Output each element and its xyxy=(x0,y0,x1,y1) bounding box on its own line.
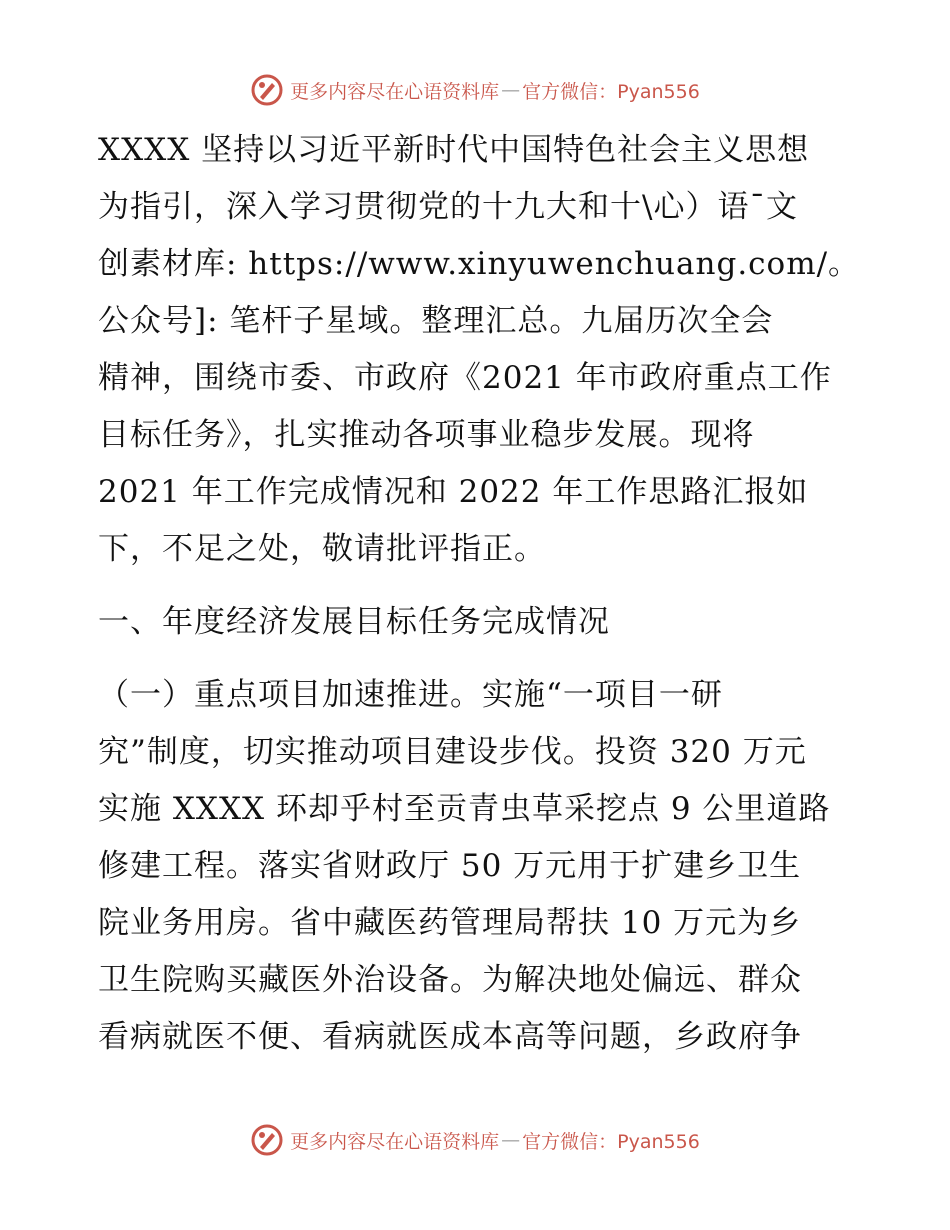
watermark-footer xyxy=(0,1120,950,1160)
watermark-contact: 官方微信：Pyan556 xyxy=(522,1130,700,1153)
text-line: 精神，围绕市委、市政府《2021 年市政府重点工作 xyxy=(98,360,832,396)
text-line: 目标任务》，扎实推动各项事业稳步发展。现将 xyxy=(98,417,755,453)
watermark-text: 更多内容尽在心语资料库 xyxy=(290,1130,500,1153)
text-line: 创素材库: https://www.xinyuwenchuang.com/。 xyxy=(98,246,861,282)
text-line: 为指引，深入学习贯彻党的十九大和十\心）语¯文 xyxy=(98,189,798,225)
text-line: （一）重点项目加速推进。实施“一项目一研 xyxy=(98,677,723,713)
watermark-header xyxy=(0,70,950,110)
text-line: 修建工程。落实省财政厅 50 万元用于扩建乡卫生 xyxy=(98,848,802,884)
text-line: 2021 年工作完成情况和 2022 年工作思路汇报如 xyxy=(98,474,809,510)
watermark-logo-icon xyxy=(250,1123,284,1157)
text-line: 公众号]: 笔杆子星域。整理汇总。九届历次全会 xyxy=(98,303,774,339)
section-heading: 一、年度经济发展目标任务完成情况 xyxy=(98,604,610,640)
text-line: 究”制度，切实推动项目建设步伐。投资 320 万元 xyxy=(98,734,807,770)
text-line: 院业务用房。省中藏医药管理局帮扶 10 万元为乡 xyxy=(98,905,802,941)
text-line: XXXX 坚持以习近平新时代中国特色社会主义思想 xyxy=(98,132,810,168)
watermark-logo-icon xyxy=(250,73,284,107)
text-line: 下，不足之处，敬请批评指正。 xyxy=(98,531,546,567)
watermark-text: 更多内容尽在心语资料库 xyxy=(290,80,500,103)
text-line: 看病就医不便、看病就医成本高等问题，乡政府争 xyxy=(98,1019,802,1055)
watermark-separator: — xyxy=(501,79,521,101)
watermark-separator: — xyxy=(501,1129,521,1151)
watermark-contact: 官方微信：Pyan556 xyxy=(522,80,700,103)
paragraph-projects xyxy=(98,667,868,1066)
text-line: 实施 XXXX 环却乎村至贡青虫草采挖点 9 公里道路 xyxy=(98,791,831,827)
document-body xyxy=(98,122,868,1066)
text-line: 卫生院购买藏医外治设备。为解决地处偏远、群众 xyxy=(98,962,802,998)
paragraph-intro xyxy=(98,122,868,578)
